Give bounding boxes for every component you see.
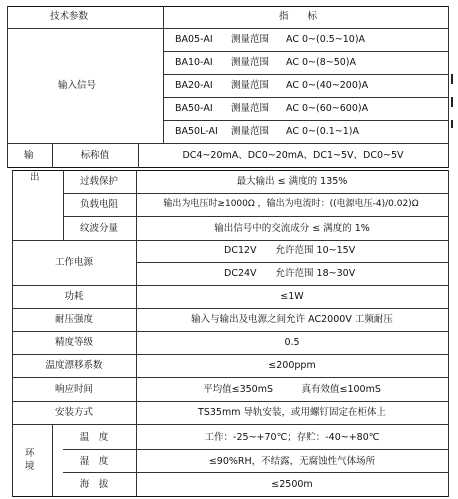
rule — [136, 262, 449, 263]
rule — [12, 496, 449, 497]
input-range-value: AC 0~(0.1~1)A — [286, 126, 360, 137]
spec-value: TS35mm 导轨安装，或用螺钉固定在柜体上 — [198, 407, 386, 418]
rule — [163, 120, 449, 121]
rule — [448, 6, 449, 168]
environment-row-value: 工作：-25~+70℃；存贮：-40~+80℃ — [204, 432, 380, 443]
margin-mark — [451, 120, 453, 128]
rule — [163, 97, 449, 98]
input-range-name: 测量范围 — [231, 126, 270, 137]
spec-name: 耐压强度 — [54, 314, 94, 325]
input-model: BA50L-AI — [175, 126, 218, 137]
spec-value: ≤200ppm — [268, 360, 316, 371]
output-row-value: 输出信号中的交流成分 ≤ 满度的 1% — [214, 223, 370, 234]
spec-value: 0.5 — [284, 337, 300, 348]
rule — [63, 472, 449, 473]
rule — [12, 170, 449, 171]
rule — [163, 6, 164, 143]
environment-row-name: 海 拔 — [79, 479, 109, 490]
rule — [7, 143, 449, 144]
input-range-value: AC 0~(0.5~10)A — [286, 34, 366, 45]
output-row-name: 负载电阻 — [79, 199, 119, 210]
rule — [63, 170, 64, 240]
input-model: BA20-AI — [175, 80, 213, 91]
environment-row-name: 温 度 — [79, 432, 109, 443]
environment-label-top: 环 — [25, 448, 35, 459]
environment-row-value: ≤2500m — [271, 479, 313, 490]
input-range-name: 测量范围 — [231, 103, 270, 114]
spec-value: 输入与输出及电源之间允许 AC2000V 工频耐压 — [191, 314, 393, 325]
output-row-name: 纹波分量 — [79, 223, 119, 234]
output-row-value: 最大输出 ≤ 满度的 135% — [236, 176, 348, 187]
rule — [12, 170, 13, 497]
input-model: BA50-AI — [175, 103, 213, 114]
rule — [63, 193, 449, 194]
rule — [63, 216, 449, 217]
rule — [12, 285, 449, 286]
spec-name: 温度漂移系数 — [45, 360, 103, 371]
rule — [163, 74, 449, 75]
spec-value: 平均值≤350mS 真有效值≤100mS — [203, 384, 381, 395]
power-line: DC12V 允许范围 10~15V — [224, 245, 356, 256]
rule — [12, 401, 449, 402]
input-model: BA10-AI — [175, 57, 213, 68]
rule — [7, 167, 449, 168]
margin-mark — [451, 97, 453, 107]
rule — [136, 170, 137, 424]
output-label-top: 输 — [24, 150, 34, 161]
environment-row-value: ≤90%RH，不结露，无腐蚀性气体场所 — [208, 456, 376, 467]
power-label: 工作电源 — [54, 257, 94, 268]
rule — [52, 424, 53, 496]
environment-label-bottom: 境 — [25, 461, 35, 472]
rule — [12, 331, 449, 332]
rule — [63, 449, 449, 450]
output-row-name: 过载保护 — [79, 176, 119, 187]
rule — [12, 308, 449, 309]
rule — [7, 6, 449, 7]
rule — [163, 51, 449, 52]
spec-name: 安装方式 — [54, 407, 94, 418]
rule — [136, 424, 137, 496]
spec-value: ≤1W — [280, 291, 304, 302]
rule — [7, 6, 8, 168]
spec-name: 功耗 — [64, 291, 84, 302]
header-param-col: 技术参数 — [49, 11, 89, 22]
rule — [7, 28, 449, 29]
output-label-bottom: 出 — [30, 172, 40, 183]
output-row-value: DC4~20mA、DC0~20mA、DC1~5V、DC0~5V — [182, 150, 404, 161]
rule — [12, 377, 449, 378]
header-spec-col: 指 标 — [278, 11, 318, 22]
environment-row-name: 湿 度 — [79, 456, 109, 467]
rule — [138, 143, 139, 168]
input-model: BA05-AI — [175, 34, 213, 45]
rule — [12, 424, 449, 425]
output-row-value: 输出为电压时≥1000Ω ，输出为电流时：((电源电压-4)/0.02)Ω — [163, 199, 419, 209]
input-signal-label: 输入信号 — [57, 80, 97, 91]
input-range-value: AC 0~(60~600)A — [286, 103, 369, 114]
spec-name: 响应时间 — [54, 384, 94, 395]
rule — [52, 143, 53, 168]
input-range-name: 测量范围 — [231, 34, 270, 45]
input-range-name: 测量范围 — [231, 80, 270, 91]
output-row-name: 标称值 — [80, 150, 110, 161]
input-range-value: AC 0~(8~50)A — [286, 57, 356, 68]
spec-name: 精度等级 — [54, 337, 94, 348]
power-line: DC24V 允许范围 18~30V — [224, 268, 356, 279]
rule — [12, 240, 449, 241]
margin-mark — [451, 74, 453, 84]
rule — [12, 354, 449, 355]
rule — [448, 170, 449, 497]
input-range-value: AC 0~(40~200)A — [286, 80, 369, 91]
input-range-name: 测量范围 — [231, 57, 270, 68]
